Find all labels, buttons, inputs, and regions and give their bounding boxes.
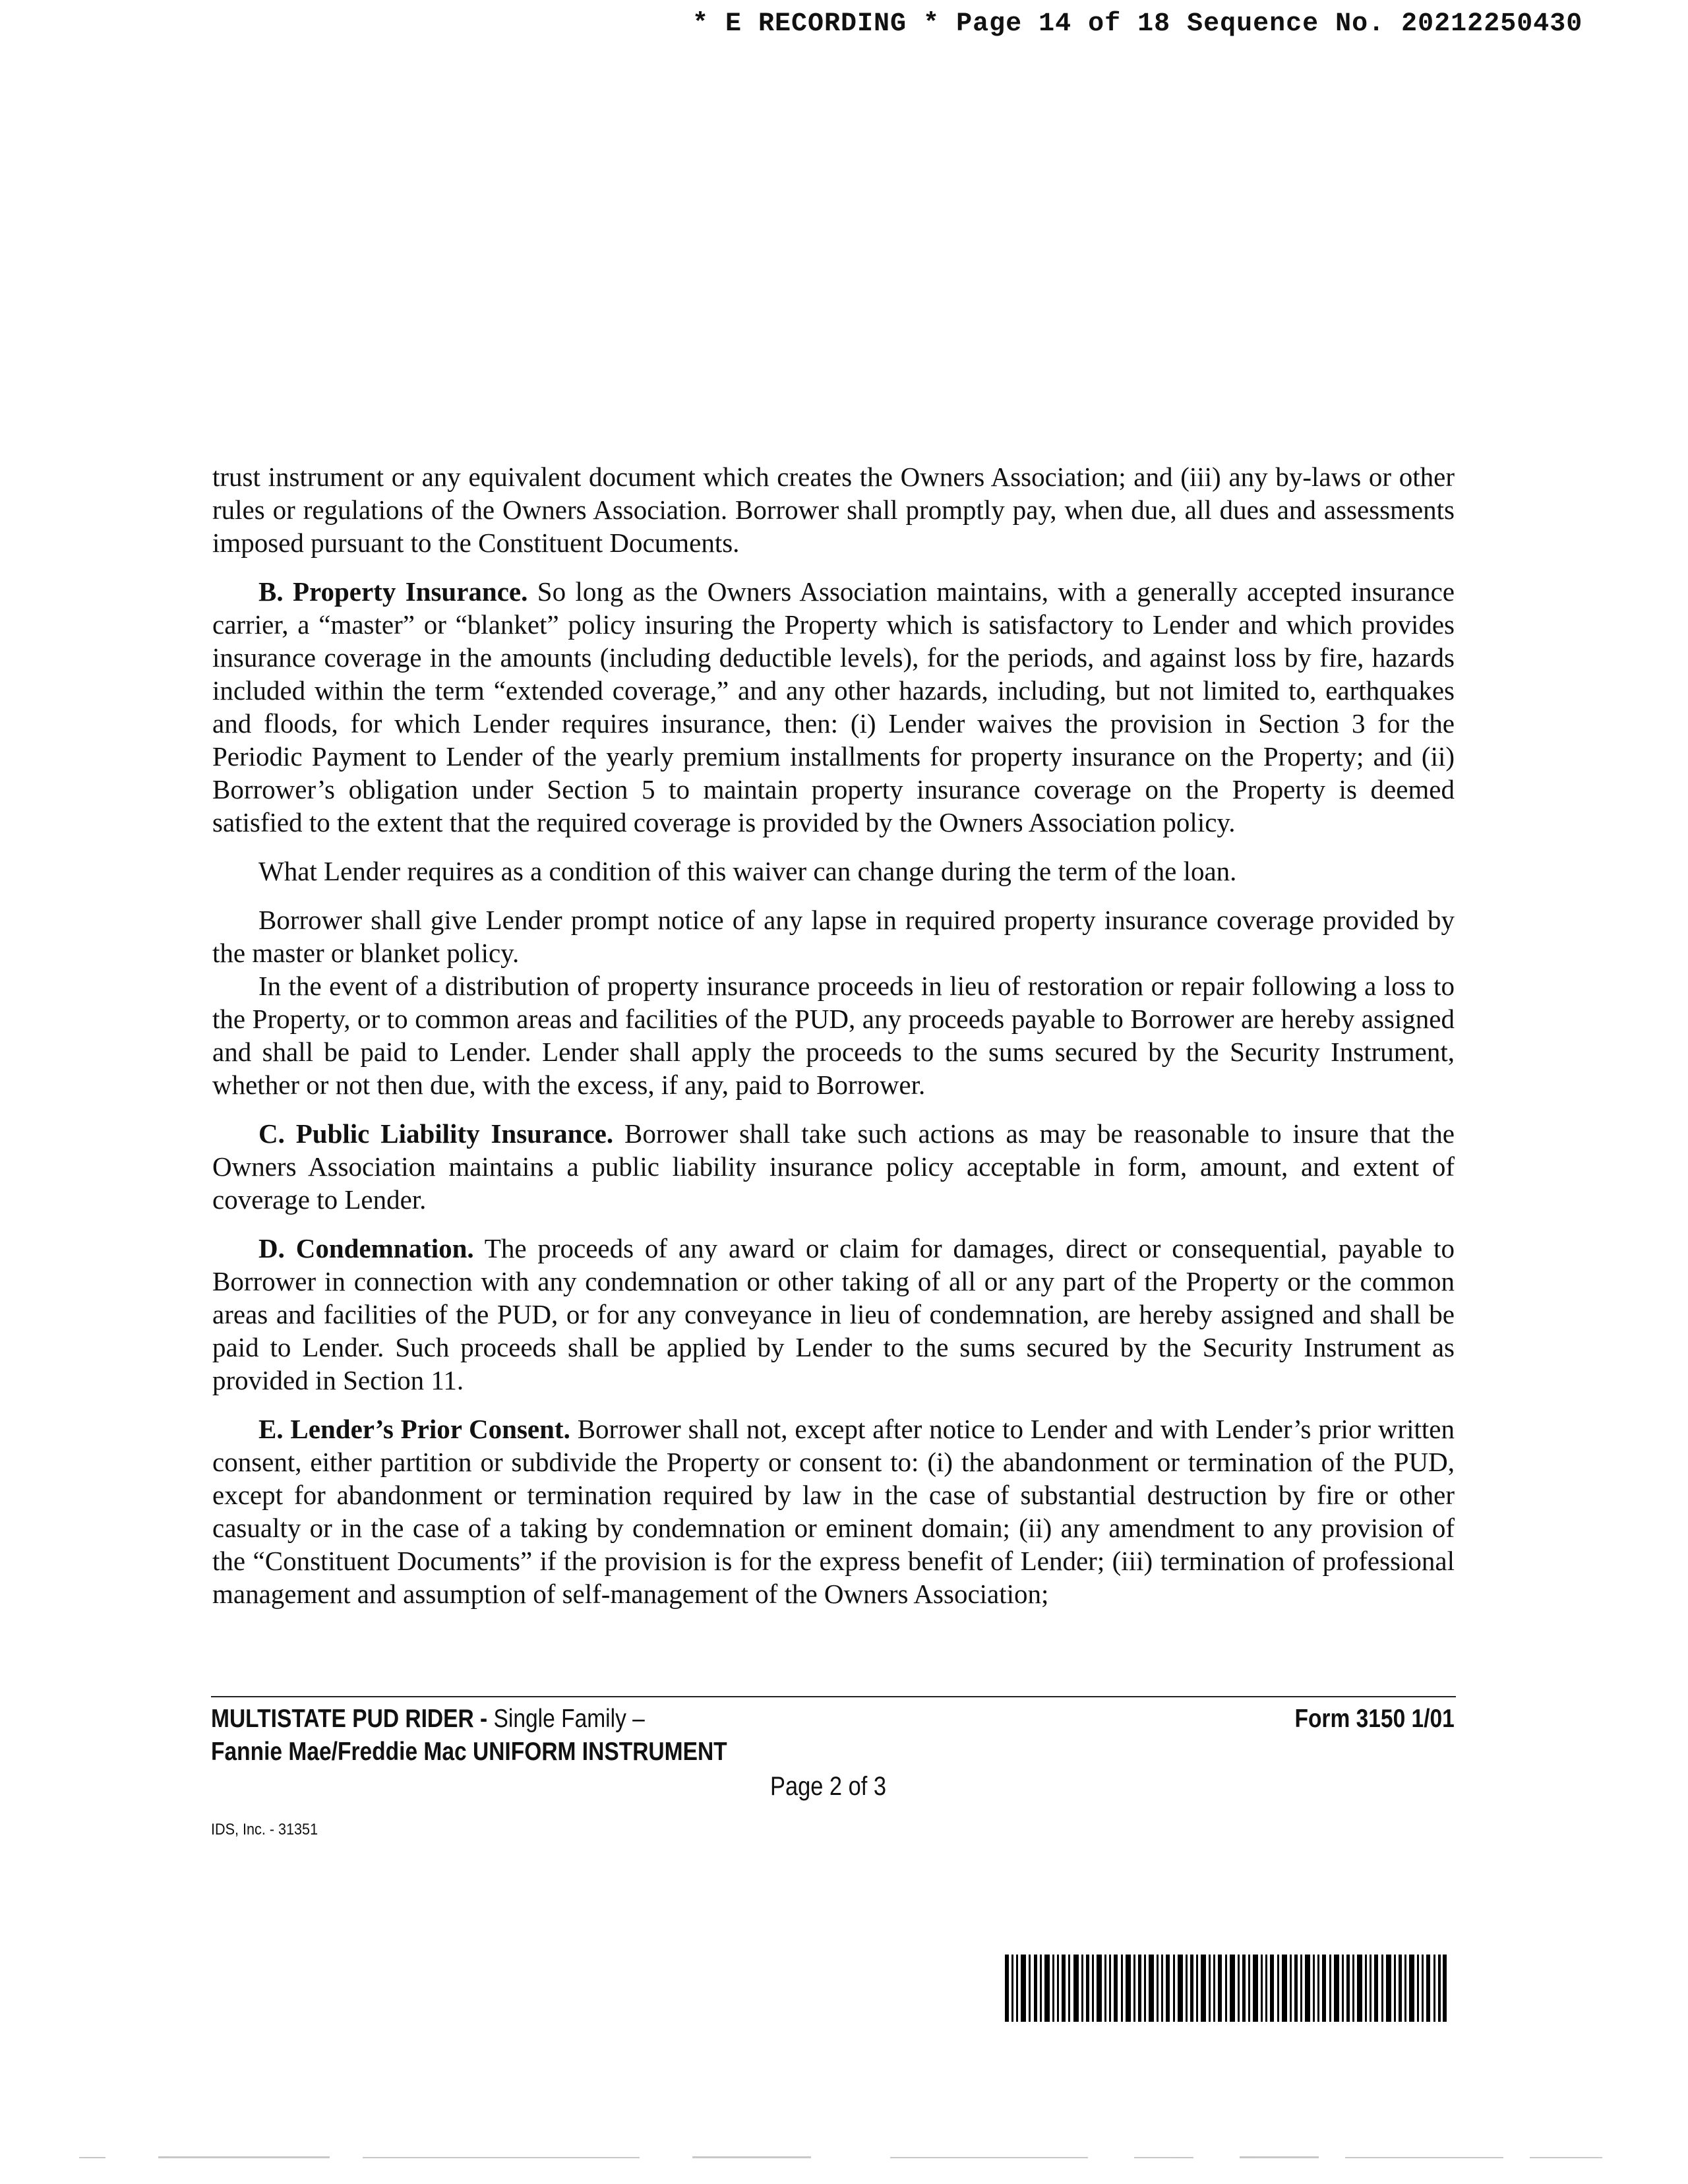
form-title xyxy=(211,1703,727,1736)
section-heading: D. Condemnation. xyxy=(258,1233,474,1263)
recording-stamp: * E RECORDING * Page 14 of 18 Sequence No. 20212250430 xyxy=(692,9,1583,39)
barcode-icon xyxy=(1005,1955,1447,2022)
form-number: Form 3150 1/01 xyxy=(1294,1705,1455,1733)
paragraph-continuation xyxy=(212,460,1455,559)
form-title-block xyxy=(211,1703,727,1769)
form-title-bold: MULTISTATE PUD RIDER - xyxy=(211,1705,488,1733)
paragraph-text: So long as the Owners Association maintains, with a generally accepted insurance carrier, a “master” or “blanket” policy insuring the Property which is satisfactory to Lender and which provides insurance coverage in the amounts (including deductible levels), for the periods, and against loss by fire, hazards included within the term “extended coverage,” and any other hazards, including, but not limited to, earthquakes and floods, for which Lender requires insurance, then: (i) Lender waives the provision in Section 3 for the Periodic Payment to Lender of the yearly premium installments for property insurance on the Property; and (ii) Borrower’s obligation under Section 5 to maintain property insurance coverage on the Property is deemed satisfied to the extent that the required coverage is provided by the Owners Association policy. xyxy=(212,576,1455,837)
form-title-rest: Single Family – xyxy=(487,1705,645,1733)
footer-divider xyxy=(211,1696,1456,1697)
page-number: Page 2 of 3 xyxy=(770,1772,886,1801)
paragraph-text: trust instrument or any equivalent document which creates the Owners Association; and (iii) any by-laws or other rules or regulations of the Owners Association. Borrower shall promptly pay, when due, all dues and assessments imposed pursuant to the Constituent Documents. xyxy=(212,462,1455,558)
paragraph-distribution xyxy=(212,969,1455,1101)
paragraph-prior-consent xyxy=(212,1412,1455,1610)
paragraph-text: Borrower shall give Lender prompt notice of any lapse in required property insurance coverage provided by the master or blanket policy. xyxy=(212,905,1455,968)
section-heading: C. Public Liability Insurance. xyxy=(258,1118,614,1149)
document-body xyxy=(212,460,1455,1626)
form-subtitle: Fannie Mae/Freddie Mac UNIFORM INSTRUMENT xyxy=(211,1738,727,1766)
paragraph-lapse-notice xyxy=(212,903,1455,969)
paragraph-text: In the event of a distribution of property insurance proceeds in lieu of restoration or repair following a loss to the Property, or to common areas and facilities of the PUD, any proceeds payable to Borrower are hereby assigned and shall be paid to Lender. Lender shall apply the proceeds to the sums secured by the Security Instrument, whether or not then due, with the excess, if any, paid to Borrower. xyxy=(212,971,1455,1100)
paragraph-public-liability xyxy=(212,1117,1455,1216)
scan-artifact-line xyxy=(79,2155,1609,2160)
section-heading: E. Lender’s Prior Consent. xyxy=(258,1414,570,1444)
paragraph-waiver xyxy=(212,855,1455,888)
paragraph-condemnation xyxy=(212,1232,1455,1397)
paragraph-text: Borrower shall take such actions as may be reasonable to insure that the Owners Association maintains a public liability insurance policy acceptable in form, amount, and extent of coverage to Lender. xyxy=(212,1118,1455,1215)
paragraph-text: What Lender requires as a condition of this waiver can change during the term of the loan. xyxy=(258,856,1237,886)
paragraph-property-insurance xyxy=(212,575,1455,839)
section-heading: B. Property Insurance. xyxy=(258,576,528,607)
paragraph-text: The proceeds of any award or claim for damages, direct or consequential, payable to Borrower in connection with any condemnation or other taking of all or any part of the Property or the common areas and facilities of the PUD, or for any conveyance in lieu of condemnation, are hereby assigned and shall be paid to Lender. Such proceeds shall be applied by Lender to the sums secured by the Security Instrument as provided in Section 11. xyxy=(212,1233,1455,1395)
paragraph-text: Borrower shall not, except after notice to Lender and with Lender’s prior written consent, either partition or subdivide the Property or consent to: (i) the abandonment or termination of the PUD, except for abandonment or termination required by law in the case of substantial destruction by fire or other casualty or in the case of a taking by condemnation or eminent domain; (ii) any amendment to any provision of the “Constituent Documents” if the provision is for the express benefit of Lender; (iii) termination of professional management and assumption of self-management of the Owners Association; xyxy=(212,1414,1455,1609)
vendor-code: IDS, Inc. - 31351 xyxy=(211,1821,318,1838)
